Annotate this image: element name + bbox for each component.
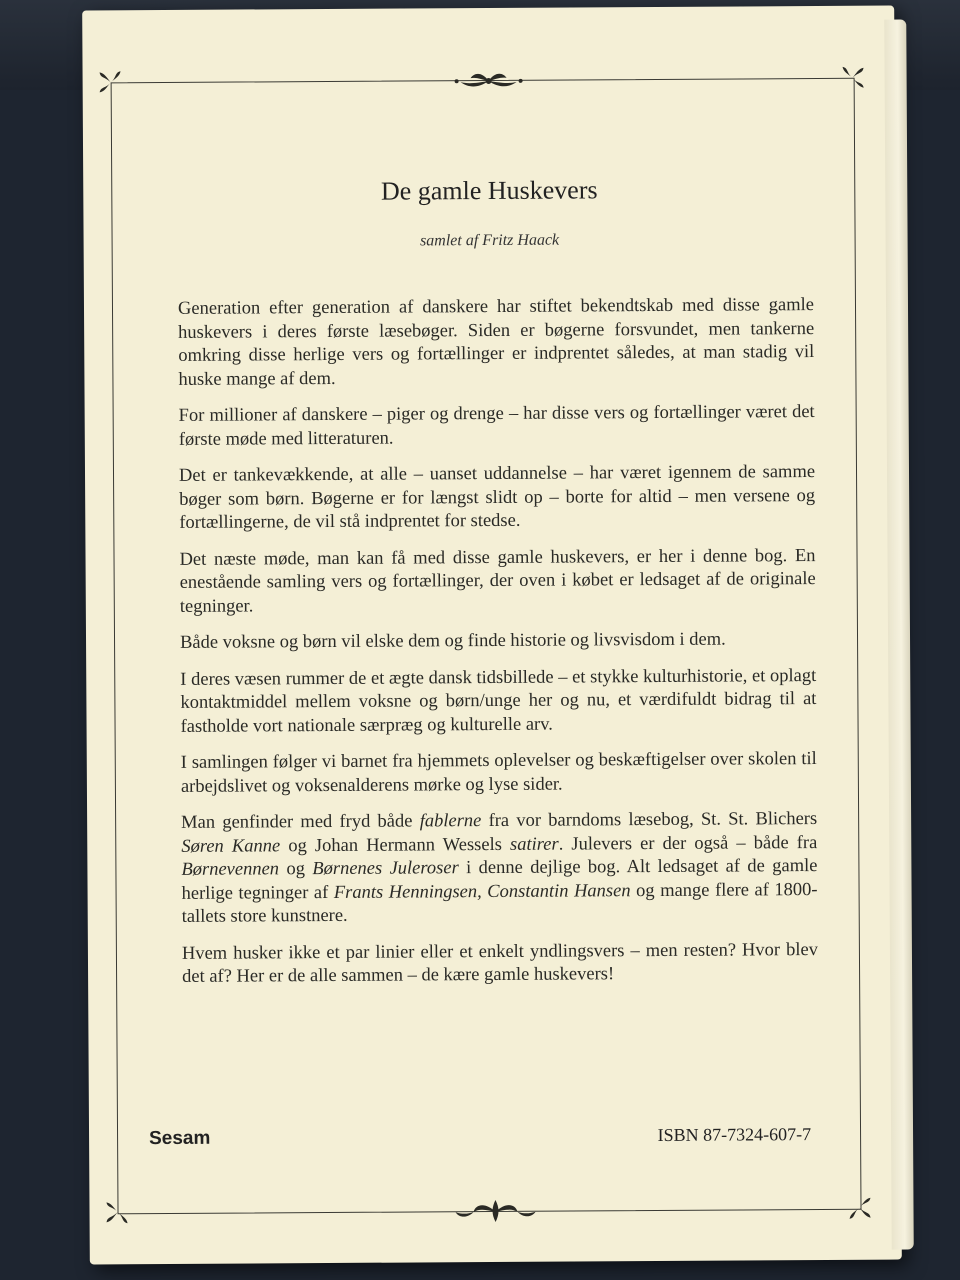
p8-text-1: Man genfinder med fryd både (181, 811, 420, 833)
blurb-paragraph-2: For millioner af danskere – piger og drenge – har disse vers og fortællinger været det første møde med litteraturen. (178, 402, 815, 450)
blurb-closing: Hvem husker ikke et par linier eller et enkelt yndlingsvers – men resten? Hvor blev det af? Her er de alle sammen – de kære gamle huskevers! (181, 939, 818, 987)
p8-italic-fablerne: fablerne (419, 811, 482, 832)
blurb-paragraph-8 (181, 808, 818, 929)
p8-text-5: og (278, 859, 313, 880)
corner-ornament-bottom-right-icon (845, 1194, 873, 1222)
blurb-paragraph-4: Det næste møde, man kan få med disse gamle huskevers, er her i denne bog. En enestående samling vers og fortællinger, der oven i købet er ledsaget af de originale tegninger. (179, 545, 816, 617)
book-subtitle: samlet af Fritz Haack (419, 231, 560, 250)
p8-text-2: fra vor barndoms læsebog, St. St. Blichers (481, 809, 818, 832)
blurb-paragraph-7: I samlingen følger vi barnet fra hjemmets oplevelser og beskæftigelser over skolen til arbejdslivet og voksenalderens mørke og lyse sider. (180, 749, 817, 797)
p8-italic-bornenes-juleroser: Børnenes Juleroser (312, 858, 459, 880)
isbn-number: ISBN 87-7324-607-7 (657, 1124, 812, 1145)
p8-text-3: og Johan Hermann Wessels (280, 834, 511, 856)
blurb-paragraph-3: Det er tankevækkende, at alle – uanset uddannelse – har været igennem de samme bøger som børn. Bøgerne er for længst slidt op – borte for altid – men versene og fortællingerne, de vil stå indprentet for stedse. (178, 462, 816, 533)
p8-italic-artists: Frants Henningsen, Constantin Hansen (333, 880, 631, 903)
top-center-ornament-icon (449, 68, 529, 94)
blurb-paragraph-6: I deres væsen rummer de et ægte dansk tidsbillede – et stykke kulturhistorie, et oplagt kontaktmiddel mellem voksne og børn/unge her og nu, et værdifuldt bidrag til at fastholde vort nationale særpræg og kulturelle arv. (180, 665, 817, 737)
blurb-text (178, 294, 818, 1002)
p8-italic-satirer: satirer (509, 834, 559, 855)
p8-text-6: i denne dejlige bog. Alt ledsaget af de gamle herlige tegninger af (181, 856, 818, 904)
book-spine-edge (884, 19, 914, 1249)
p8-text-4: . Julevers er der også – både fra (558, 832, 818, 855)
book-back-cover (82, 6, 902, 1265)
book-title: De gamle Huskevers (380, 175, 598, 206)
publisher-name: Sesam (149, 1127, 211, 1150)
p8-italic-bornevennen: Børnevennen (181, 859, 280, 880)
corner-ornament-bottom-left-icon (103, 1198, 131, 1226)
bottom-center-ornament-icon (445, 1196, 545, 1227)
blurb-paragraph-1: Generation efter generation af danskere har stiftet bekendtskab med disse gamle huskevers i deres første læsebøger. Siden er bøgerne forsvundet, men tankerne omkring disse herlige vers og fortællinger er indprentet således, at man stadig vil huske mange af dem. (177, 295, 815, 390)
corner-ornament-top-left-icon (97, 68, 125, 96)
corner-ornament-top-right-icon (839, 64, 867, 92)
blurb-paragraph-5: Både voksne og børn vil elske dem og finde historie og livsvisdom i dem. (179, 629, 726, 653)
p8-italic-soren-kanne: Søren Kanne (181, 835, 281, 857)
p8-text-7: og mange flere af 1800-tallets store kunstnere. (181, 879, 818, 927)
